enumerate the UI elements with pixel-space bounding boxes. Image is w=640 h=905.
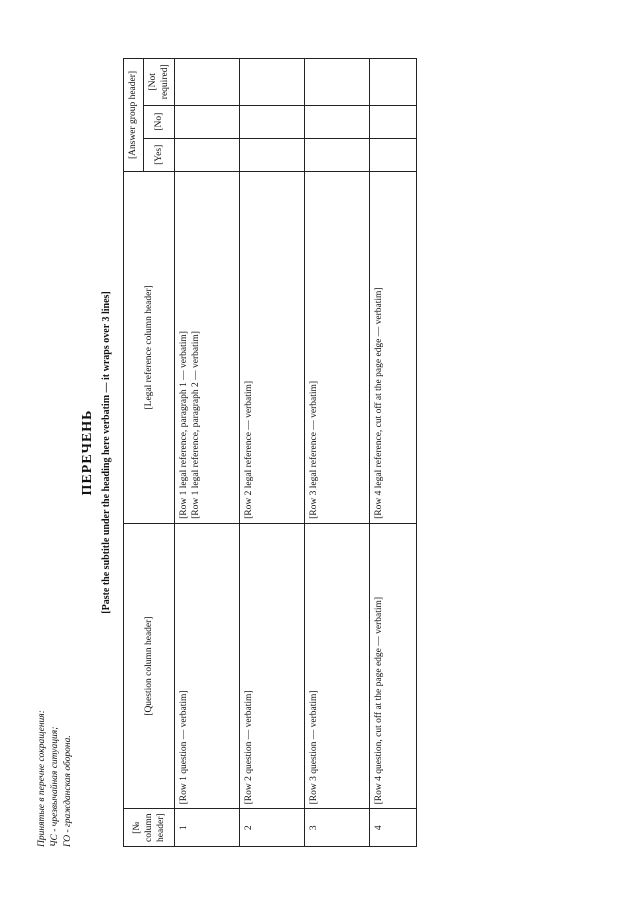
checklist-table bbox=[123, 58, 416, 847]
row-reference bbox=[369, 171, 416, 523]
table-row bbox=[174, 59, 239, 847]
table-row bbox=[369, 59, 416, 847]
reference-paragraph: [Row 1 legal reference, paragraph 2 — verbatim] bbox=[191, 331, 202, 519]
abbreviation-item: ЧС - чрезвычайная ситуация; bbox=[49, 726, 60, 847]
header-reference: [Legal reference column header] bbox=[124, 171, 174, 523]
header-yes: [Yes] bbox=[143, 138, 174, 171]
document-subtitle: [Paste the subtitle under the heading here verbatim — it wraps over 3 lines] bbox=[101, 291, 113, 614]
table-row bbox=[304, 59, 369, 847]
document-heading bbox=[80, 58, 113, 847]
answer-na-cell[interactable] bbox=[304, 59, 369, 106]
header-question: [Question column header] bbox=[124, 523, 174, 809]
header-answer-group: [Answer group header] bbox=[124, 59, 143, 172]
answer-no-cell[interactable] bbox=[174, 105, 239, 138]
header-no: [No] bbox=[143, 105, 174, 138]
answer-yes-cell[interactable] bbox=[369, 138, 416, 171]
answer-yes-cell[interactable] bbox=[174, 138, 239, 171]
answer-na-cell[interactable] bbox=[369, 59, 416, 106]
row-question: [Row 4 question, cut off at the page edge — verbatim] bbox=[369, 523, 416, 809]
row-number: 3 bbox=[304, 809, 369, 847]
row-question: [Row 2 question — verbatim] bbox=[239, 523, 304, 809]
row-question: [Row 3 question — verbatim] bbox=[304, 523, 369, 809]
answer-yes-cell[interactable] bbox=[239, 138, 304, 171]
row-question: [Row 1 question — verbatim] bbox=[174, 523, 239, 809]
answer-yes-cell[interactable] bbox=[304, 138, 369, 171]
abbreviations-block bbox=[36, 58, 74, 847]
reference-paragraph: [Row 1 legal reference, paragraph 1 — verbatim] bbox=[178, 331, 189, 519]
answer-no-cell[interactable] bbox=[304, 105, 369, 138]
row-reference bbox=[239, 171, 304, 523]
abbreviations-intro: Принятые в перечне сокращения: bbox=[37, 710, 47, 847]
answer-no-cell[interactable] bbox=[239, 105, 304, 138]
table-row bbox=[239, 59, 304, 847]
answer-no-cell[interactable] bbox=[369, 105, 416, 138]
document-title: ПЕРЕЧЕНЬ bbox=[80, 409, 96, 496]
reference-paragraph: [Row 3 legal reference — verbatim] bbox=[308, 380, 319, 519]
reference-paragraph: [Row 4 legal reference, cut off at the page edge — verbatim] bbox=[373, 287, 384, 519]
row-number: 4 bbox=[369, 809, 416, 847]
answer-na-cell[interactable] bbox=[239, 59, 304, 106]
abbreviation-item: ГО - гражданская оборона. bbox=[62, 735, 73, 847]
row-reference bbox=[304, 171, 369, 523]
answer-na-cell[interactable] bbox=[174, 59, 239, 106]
reference-paragraph: [Row 2 legal reference — verbatim] bbox=[243, 380, 254, 519]
row-number: 1 bbox=[174, 809, 239, 847]
header-num: [№ column header] bbox=[124, 809, 174, 847]
row-reference bbox=[174, 171, 239, 523]
header-na: [Not required] bbox=[143, 59, 174, 106]
row-number: 2 bbox=[239, 809, 304, 847]
